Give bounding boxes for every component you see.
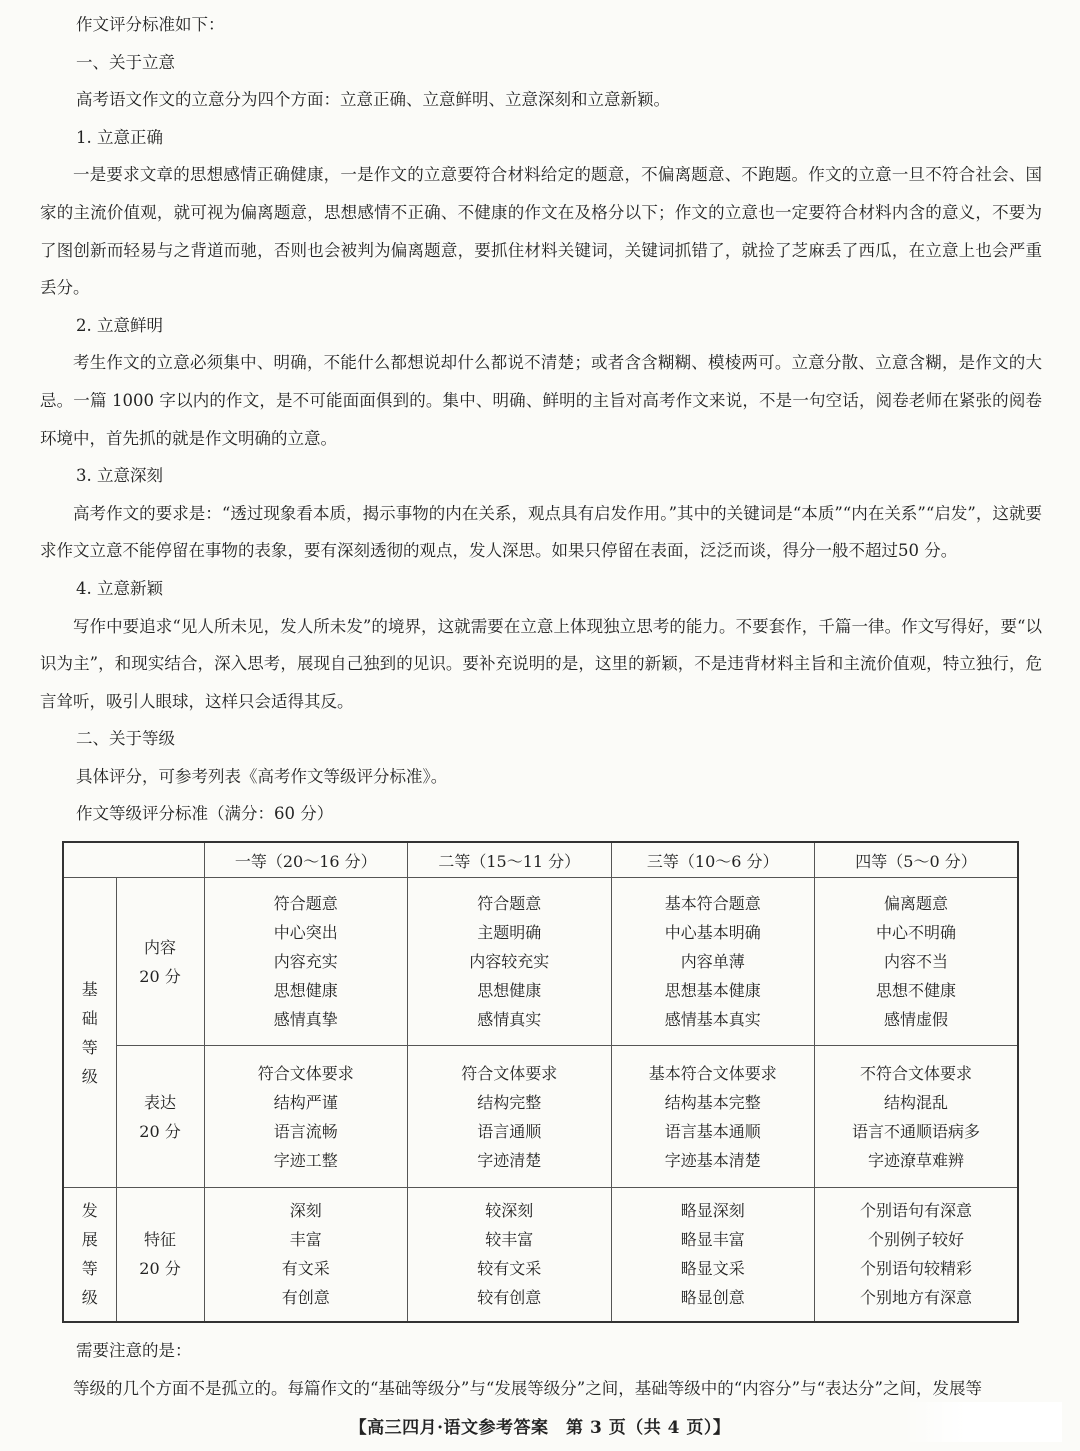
row-label-content: 内容 20 分: [116, 878, 204, 1046]
watermark-overlay: [902, 1402, 1062, 1442]
header-grade-3: 三等（10～6 分）: [611, 842, 815, 878]
item4-title: 4. 立意新颖: [76, 578, 163, 598]
table-caption: 作文等级评分标准（满分：60 分）: [76, 804, 334, 824]
note-heading: 需要注意的是：: [76, 1341, 192, 1360]
cell-feature-grade-1: 深刻 丰富 有文采 有创意: [204, 1188, 408, 1322]
cell-content-grade-3: 基本符合题意 中心基本明确 内容单薄 思想基本健康 感情基本真实: [611, 878, 815, 1046]
intro-line: 作文评分标准如下：: [76, 15, 225, 34]
item2-body: 考生作文的立意必须集中、明确，不能什么都想说却什么都说不清楚；或者含含糊糊、模棱两可。立意分散、立意含糊，是作文的大忌。一篇 1000 字以内的作文，是不可能面面俱到的。集中、明确、鲜明的主旨对高考作文来说，不是一句空话，阅卷老师在紧张的阅卷环境中，首先抓的就是作文明确的立意。: [40, 353, 1042, 448]
cell-feature-grade-3: 略显深刻 略显丰富 略显文采 略显创意: [611, 1188, 815, 1322]
grading-table: [62, 841, 1019, 1323]
cell-feature-grade-2: 较深刻 较丰富 较有文采 较有创意: [408, 1188, 612, 1322]
cell-feature-grade-4: 个别语句有深意 个别例子较好 个别语句较精彩 个别地方有深意: [815, 1188, 1019, 1322]
document-body: [40, 0, 1042, 1308]
item4-body: 写作中要追求“见人所未见，发人所未发”的境界，这就需要在立意上体现独立思考的能力。不要套作，千篇一律。作文写得好，要“以识为主”，和现实结合，深入思考，展现自己独到的见识。要补充说明的是，这里的新颖，不是违背材料主旨和主流价值观，特立独行，危言耸听，吸引人眼球，这样只会适得其反。: [40, 616, 1042, 711]
item2-title: 2. 立意鲜明: [76, 315, 163, 335]
section2-line1: 具体评分，可参考列表《高考作文等级评分标准》。: [76, 766, 448, 786]
cell-content-grade-4: 偏离题意 中心不明确 内容不当 思想不健康 感情虚假: [815, 878, 1019, 1046]
section1-heading: 一、关于立意: [76, 52, 175, 72]
cell-expression-grade-3: 基本符合文体要求 结构基本完整 语言基本通顺 字迹基本清楚: [611, 1046, 815, 1188]
item1-body: 一是要求文章的思想感情正确健康，一是作文的立意要符合材料给定的题意，不偏离题意、不跑题。作文的立意一旦不符合社会、国家的主流价值观，就可视为偏离题意，思想感情不正确、不健康的作文在及格分以下；作文的立意也一定要符合材料内含的意义，不要为了图创新而轻易与之背道而驰，否则也会被判为偏离题意，要抓住材料关键词，关键词抓错了，就捡了芝麻丢了西瓜，在立意上也会严重丢分。: [40, 165, 1042, 298]
corner-cell: [63, 842, 204, 878]
table-header-row: [63, 842, 1018, 878]
page-footer: 【高三四月·语文参考答案 第 3 页（共 4 页）】: [349, 1418, 731, 1438]
section2-heading: 二、关于等级: [76, 729, 175, 749]
cell-content-grade-2: 符合题意 主题明确 内容较充实 思想健康 感情真实: [408, 878, 612, 1046]
group-basic-label: 基 础 等 级: [63, 878, 116, 1188]
item3-title: 3. 立意深刻: [76, 466, 163, 486]
cell-expression-grade-4: 不符合文体要求 结构混乱 语言不通顺语病多 字迹潦草难辨: [815, 1046, 1019, 1188]
row-label-feature: 特征 20 分: [116, 1188, 204, 1322]
table-row: [63, 1188, 1018, 1322]
item3-body: 高考作文的要求是：“透过现象看本质，揭示事物的内在关系，观点具有启发作用。”其中的关键词是“本质”“内在关系”“启发”，这就要求作文立意不能停留在事物的表象，要有深刻透彻的观点，发人深思。如果只停留在表面，泛泛而谈，得分一般不超过50 分。: [40, 503, 1042, 561]
note-partial-line: 等级的几个方面不是孤立的。每篇作文的“基础等级分”与“发展等级分”之间，基础等级中的“内容分”与“表达分”之间，发展等: [73, 1378, 982, 1398]
group-development-label: 发 展 等 级: [63, 1188, 116, 1322]
item1-title: 1. 立意正确: [76, 127, 163, 147]
cell-expression-grade-1: 符合文体要求 结构严谨 语言流畅 字迹工整: [204, 1046, 408, 1188]
note-section: [40, 1332, 1042, 1407]
row-label-expression: 表达 20 分: [116, 1046, 204, 1188]
table-row: [63, 878, 1018, 1046]
header-grade-2: 二等（15～11 分）: [408, 842, 612, 878]
header-grade-1: 一等（20～16 分）: [204, 842, 408, 878]
cell-expression-grade-2: 符合文体要求 结构完整 语言通顺 字迹清楚: [408, 1046, 612, 1188]
table-row: [63, 1046, 1018, 1188]
header-grade-4: 四等（5～0 分）: [815, 842, 1019, 878]
cell-content-grade-1: 符合题意 中心突出 内容充实 思想健康 感情真挚: [204, 878, 408, 1046]
section1-summary: 高考语文作文的立意分为四个方面：立意正确、立意鲜明、立意深刻和立意新颖。: [76, 90, 670, 110]
